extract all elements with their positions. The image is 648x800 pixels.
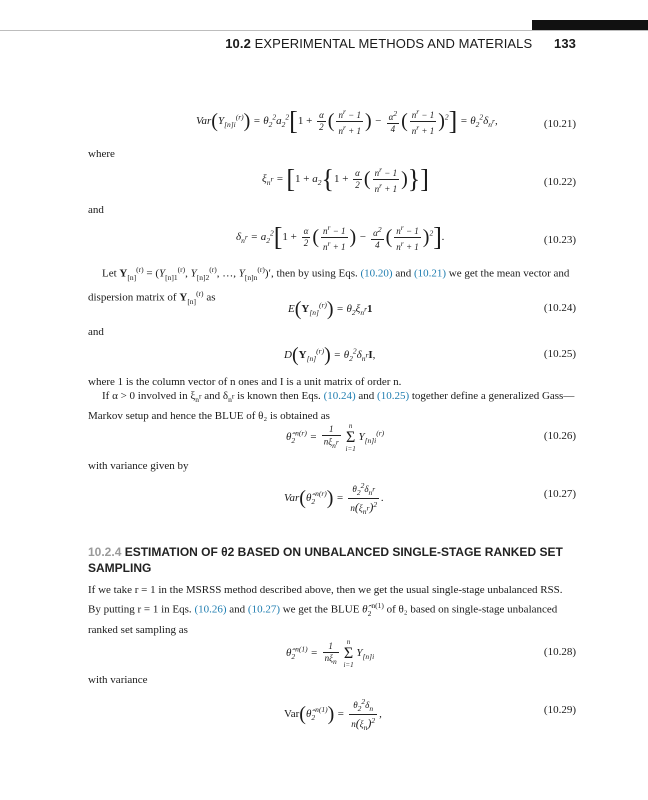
equation-10-22: $\xi_{n^r} = [1 + a_2\{1$ + $\frac{\alpha}{2}$ ( $\frac{n^r - 1}{n^r + 1}$ )}] bbox=[262, 164, 429, 194]
equation-10-27: $Var(\thetâ_2^{n(r)})$ = $\frac{\theta_2^2\delta_{n^r}}{n(\xi_{n^r})^2}$ . bbox=[284, 481, 384, 516]
equation-10-26: $\thetâ_2^{n(r)}$ = $\frac{1}{n\xi_{n^r}}$ n Σ i=1 $Y_{[n]i}^{(r)}$ bbox=[286, 422, 385, 453]
equation-number: (10.29) bbox=[543, 704, 576, 716]
equation-number: (10.24) bbox=[543, 302, 576, 314]
paragraph-rss: If we take r = 1 in the MSRSS method described above, then we get the usual single-stage unbalanced RSS. By putting r = 1 in Eqs. (10.26) and (10.27) we get the BLUE $\thetâ_2^{n(1)}$ of θ₂ based on single-stage unbalanced ranked set sampling as bbox=[88, 584, 563, 636]
section-number: 10.2 bbox=[225, 36, 251, 51]
equation-number: (10.28) bbox=[543, 646, 576, 658]
ref-10-20[interactable]: (10.20) bbox=[360, 267, 393, 280]
equation-number: (10.27) bbox=[543, 488, 576, 500]
header-bar bbox=[532, 20, 648, 30]
equation-number: (10.21) bbox=[543, 118, 576, 130]
section-heading bbox=[88, 544, 588, 576]
section-heading-title: ESTIMATION OF θ2 BASED ON UNBALANCED SINGLE-STAGE RANKED SET SAMPLING bbox=[88, 545, 563, 575]
paragraph-let: Let $Y_{[n]}^{(r)} = (Y_{[n]1}^{(r)}$, $Y_{[n]2}^{(r)}$, …, $Y_{[n]n}^{(r)})'$, then by using Eqs. (10.20) and (10.21) we get the mean vector and dispersion matrix of $Y_{[n]}^{(r)}$ as bbox=[88, 265, 570, 306]
header-rule bbox=[0, 30, 648, 31]
section-heading-number: 10.2.4 bbox=[88, 545, 122, 559]
equation-10-21: $Var(Y_{[n]i}^{(r)}) = \theta_2^2a_2^2[1$ + $\frac{\alpha}{2}$ ( $\frac{n^r - 1}{n^r + 1}$ ) − $\frac{\alpha^2}{4}$ ( $\frac{n^r - 1}{n^r + 1}$ )$^2] = \theta_2^2\delta_{n^r}$, bbox=[196, 106, 498, 136]
equation-10-28: $\thetâ_2^{n(1)}$ = $\frac{1}{n\xi_n}$ n Σ i=1 $Y_{[n]i}$ bbox=[286, 638, 375, 669]
paragraph-where-one: where 1 is the column vector of n ones and I is a unit matrix of order n. bbox=[88, 376, 402, 388]
ref-10-25[interactable]: (10.25) bbox=[377, 390, 410, 402]
equation-10-23: $\delta_{n^r} = a_2^2[1$ + $\frac{\alpha}{2}$ ( $\frac{n^r - 1}{n^r + 1}$ ) − $\frac{\alpha^2}{4}$ ( $\frac{n^r - 1}{n^r + 1}$ )$^2$]. bbox=[236, 222, 445, 252]
equation-10-25: $D(Y_{[n]}^{(r)}) = \theta_2^2\delta_{n^r}I$, bbox=[284, 344, 376, 366]
and-label: and bbox=[88, 326, 104, 338]
ref-10-21[interactable]: (10.21) bbox=[413, 267, 447, 280]
ref-10-24[interactable]: (10.24) bbox=[323, 390, 356, 402]
with-variance: with variance bbox=[88, 674, 148, 686]
equation-number: (10.25) bbox=[543, 348, 576, 360]
equation-10-29: $Var(\thetâ_2^{n(1)})$ = $\frac{\theta_2^2\delta_n}{n(\xi_n)^2}$ , bbox=[284, 697, 382, 732]
equation-number: (10.26) bbox=[543, 430, 576, 442]
ref-10-26[interactable]: (10.26) bbox=[194, 603, 227, 616]
equation-number: (10.23) bbox=[543, 234, 576, 246]
equation-10-24: $E(Y_{[n]}^{(r)}) = \theta_2\xi_{n^r}1$ bbox=[288, 298, 373, 320]
paragraph-if-alpha: If α > 0 involved in $\xi_{n^r}$ and $\delta_{n^r}$ is known then Eqs. (10.24) and (10.25) together define a generalized Gass—Markov setup and hence the BLUE of θ₂ is obtained as bbox=[88, 390, 575, 423]
section-title: EXPERIMENTAL METHODS AND MATERIALS bbox=[254, 36, 533, 51]
page-number: 133 bbox=[554, 36, 576, 51]
and-label: and bbox=[88, 204, 104, 216]
equation-number: (10.22) bbox=[543, 176, 576, 188]
with-variance-given-by: with variance given by bbox=[88, 460, 189, 472]
ref-10-27[interactable]: (10.27) bbox=[247, 603, 280, 616]
running-header bbox=[225, 36, 576, 51]
where-label: where bbox=[88, 148, 115, 160]
